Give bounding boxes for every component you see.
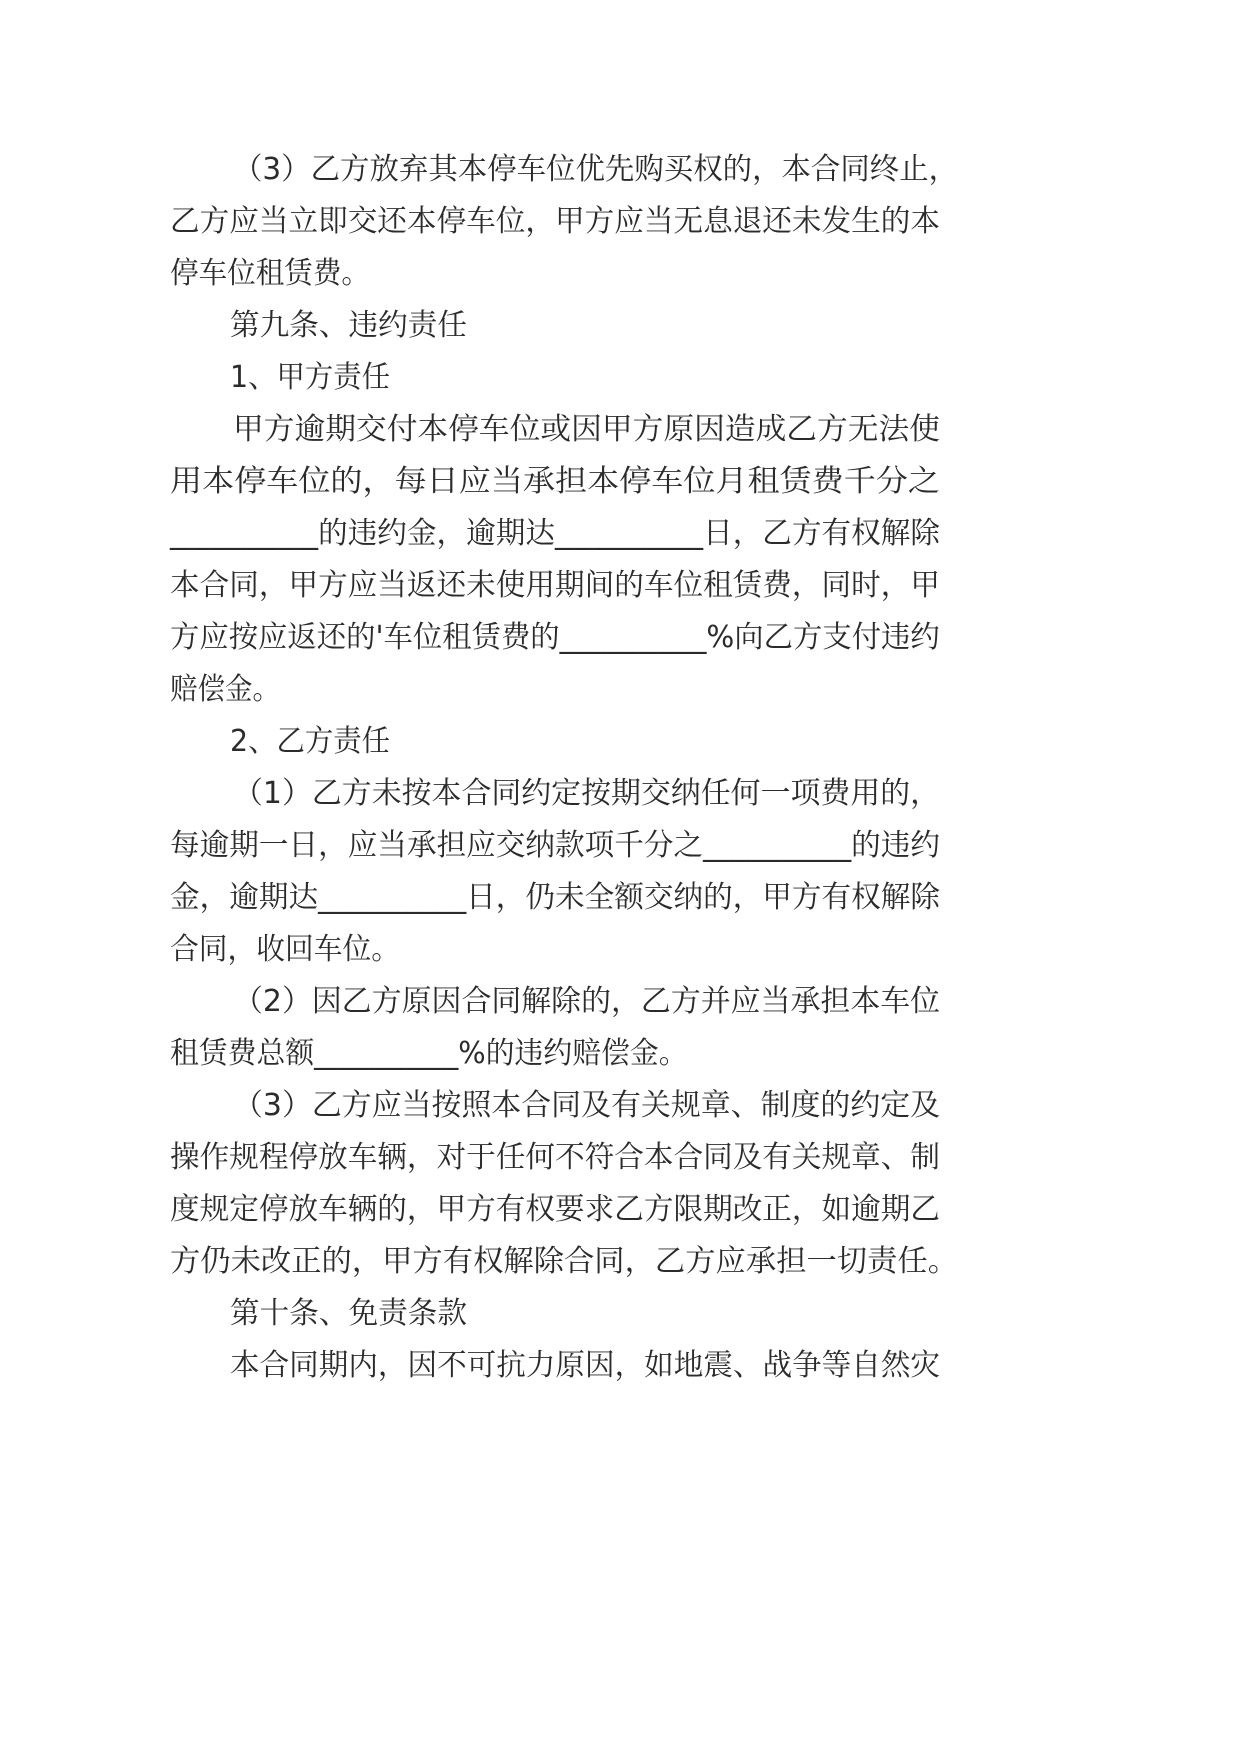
subsection-heading: 1、甲方责任 [230, 360, 391, 395]
text-line: 方应按应返还的'车位租赁费的__________%向乙方支付违约 [170, 620, 940, 655]
section-heading: 第十条、免责条款 [230, 1296, 467, 1331]
text-line: 用本停车位的，每日应当承担本停车位月租赁费千分之 [170, 464, 940, 499]
text-line: （3）乙方放弃其本停车位优先购买权的，本合同终止， [233, 152, 959, 187]
section-heading: 第九条、违约责任 [230, 308, 467, 343]
text-line: （1）乙方未按本合同约定按期交纳任何一项费用的， [233, 776, 941, 811]
subsection-heading: 2、乙方责任 [230, 724, 391, 759]
text-line: （3）乙方应当按照本合同及有关规章、制度的约定及 [233, 1088, 941, 1123]
text-line: 操作规程停放车辆，对于任何不符合本合同及有关规章、制 [170, 1140, 940, 1175]
text-line: 方仍未改正的，甲方有权解除合同，乙方应承担一切责任。 [170, 1244, 958, 1279]
text-line: 每逾期一日，应当承担应交纳款项千分之__________的违约 [170, 828, 940, 863]
text-line: 本合同期内，因不可抗力原因，如地震、战争等自然灾 [230, 1348, 940, 1383]
text-line: 度规定停放车辆的，甲方有权要求乙方限期改正，如逾期乙 [170, 1192, 940, 1227]
text-line: __________的违约金，逾期达__________日，乙方有权解除 [170, 516, 940, 551]
text-line: 甲方逾期交付本停车位或因甲方原因造成乙方无法使 [233, 412, 940, 447]
text-line: 本合同，甲方应当返还未使用期间的车位租赁费，同时，甲 [170, 568, 940, 603]
text-line: 租赁费总额__________%的违约赔偿金。 [170, 1036, 688, 1071]
text-line: （2）因乙方原因合同解除的，乙方并应当承担本车位 [233, 984, 941, 1019]
text-line: 金，逾期达__________日，仍未全额交纳的，甲方有权解除 [170, 880, 940, 915]
text-line: 停车位租赁费。 [170, 256, 370, 291]
text-line: 乙方应当立即交还本停车位，甲方应当无息退还未发生的本 [170, 204, 940, 239]
text-line: 合同，收回车位。 [170, 932, 400, 967]
text-line: 赔偿金。 [170, 672, 280, 707]
